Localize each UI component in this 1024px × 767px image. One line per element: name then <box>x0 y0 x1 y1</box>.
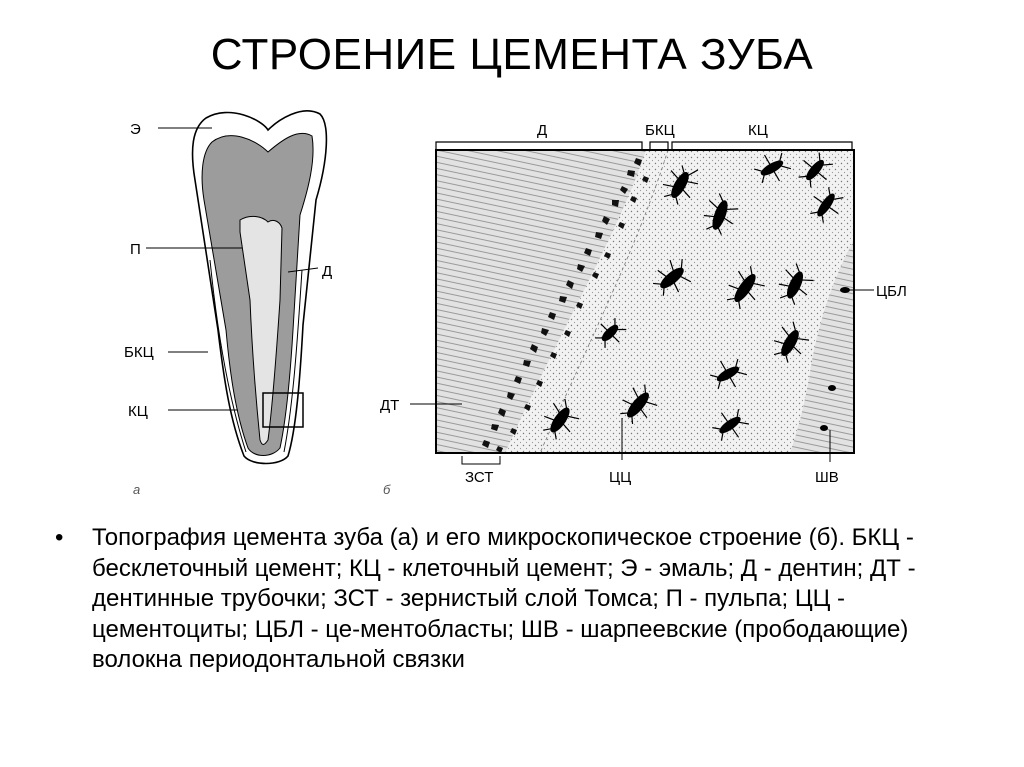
label-acellular-cement-b: БКЦ <box>645 122 675 139</box>
bullet-marker: • <box>55 524 64 551</box>
label-dentin-b: Д <box>537 122 548 139</box>
label-dentin-a: Д <box>322 263 333 280</box>
label-cementocytes: ЦЦ <box>609 469 632 486</box>
bracket-acellular <box>650 142 668 150</box>
label-cementoblasts: ЦБЛ <box>876 283 907 300</box>
label-acellular-cement-a: БКЦ <box>124 344 154 361</box>
label-cellular-cement-a: КЦ <box>128 403 148 420</box>
label-enamel: Э <box>130 121 141 138</box>
label-dentinal-tubules: ДТ <box>380 397 400 414</box>
caption-b: б <box>383 482 391 497</box>
micro-panel <box>380 122 907 497</box>
label-pulp: П <box>130 241 141 258</box>
caption-a: а <box>133 482 141 497</box>
bracket-dentin <box>436 142 642 150</box>
slide-title: СТРОЕНИЕ ЦЕМЕНТА ЗУБА <box>210 30 814 79</box>
label-sharpey-fibers: ШВ <box>815 469 839 486</box>
label-cellular-cement-b: КЦ <box>748 122 768 139</box>
bracket-cellular <box>672 142 852 150</box>
tooth-diagram <box>124 111 332 497</box>
caption-paragraph: Топография цемента зуба (а) и его микроскопическое строение (б). БКЦ - бесклеточный цемент; КЦ - клеточный цемент; Э - эмаль; Д - дентин; ДТ - дентинные трубочки; ЗСТ - зернистый слой Томса; П - пульпа; ЦЦ - цементоциты; ЦБЛ - це-ментобласты; ШВ - шарпеевские (прободающие) волокна периодонтальной связки <box>92 524 916 673</box>
label-granular-layer: ЗСТ <box>465 469 494 486</box>
